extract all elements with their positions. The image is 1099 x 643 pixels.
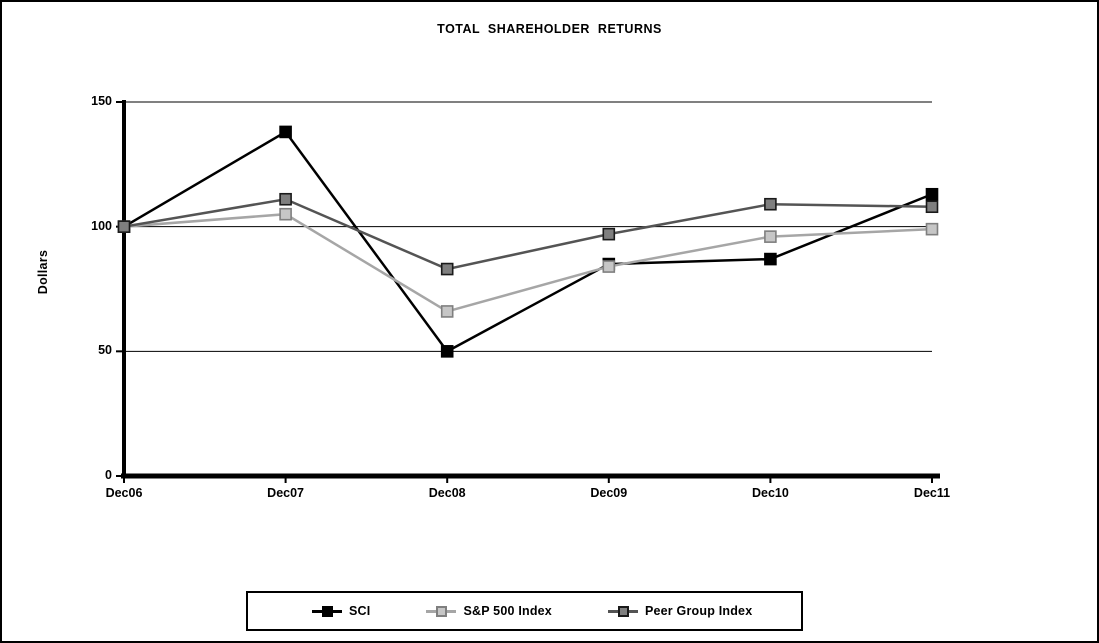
series-line-s-p-500-index <box>124 214 932 311</box>
data-point-marker-sci <box>927 189 938 200</box>
legend-swatch-s-p-500-index <box>426 606 456 617</box>
y-axis-title: Dollars <box>36 249 50 295</box>
data-point-marker-s-p-500-index <box>280 209 291 220</box>
data-point-marker-sci <box>765 254 776 265</box>
y-tick-label-100: 100 <box>91 218 112 233</box>
legend-marker-icon <box>618 606 629 617</box>
data-point-marker-peer-group-index <box>280 194 291 205</box>
legend-marker-icon <box>436 606 447 617</box>
data-point-marker-peer-group-index <box>765 199 776 210</box>
x-tick-label-dec07: Dec07 <box>267 486 305 500</box>
legend-label-s-p-500-index: S&P 500 Index <box>463 604 552 618</box>
data-point-marker-peer-group-index <box>119 221 130 232</box>
data-point-marker-s-p-500-index <box>442 306 453 317</box>
data-point-marker-s-p-500-index <box>603 261 614 272</box>
y-tick-label-0: 0 <box>105 468 112 482</box>
plot-area <box>2 2 1099 643</box>
data-point-marker-s-p-500-index <box>927 224 938 235</box>
y-tick-label-150: 150 <box>91 94 112 108</box>
legend-swatch-peer-group-index <box>608 606 638 617</box>
legend-item-peer-group-index <box>608 604 752 618</box>
data-point-marker-peer-group-index <box>603 229 614 240</box>
legend-swatch-sci <box>312 606 342 617</box>
legend <box>246 591 803 631</box>
chart-title: TOTAL SHAREHOLDER RETURNS <box>437 22 662 36</box>
x-tick-label-dec08: Dec08 <box>428 486 466 500</box>
data-point-marker-s-p-500-index <box>765 231 776 242</box>
y-tick-label-50: 50 <box>98 343 112 358</box>
x-tick-label-dec09: Dec09 <box>590 486 628 500</box>
data-point-marker-sci <box>442 346 453 357</box>
data-point-marker-sci <box>280 126 291 137</box>
x-tick-label-dec06: Dec06 <box>105 486 143 500</box>
data-point-marker-peer-group-index <box>927 201 938 212</box>
x-tick-label-dec10: Dec10 <box>751 486 789 500</box>
legend-item-sci <box>312 604 370 618</box>
data-point-marker-peer-group-index <box>442 264 453 275</box>
legend-item-s-p-500-index <box>426 604 552 618</box>
legend-label-sci: SCI <box>349 604 371 618</box>
series-line-sci <box>124 132 932 351</box>
legend-label-peer-group-index: Peer Group Index <box>644 604 753 618</box>
legend-marker-icon <box>322 606 333 617</box>
x-tick-label-dec11: Dec11 <box>913 486 951 500</box>
